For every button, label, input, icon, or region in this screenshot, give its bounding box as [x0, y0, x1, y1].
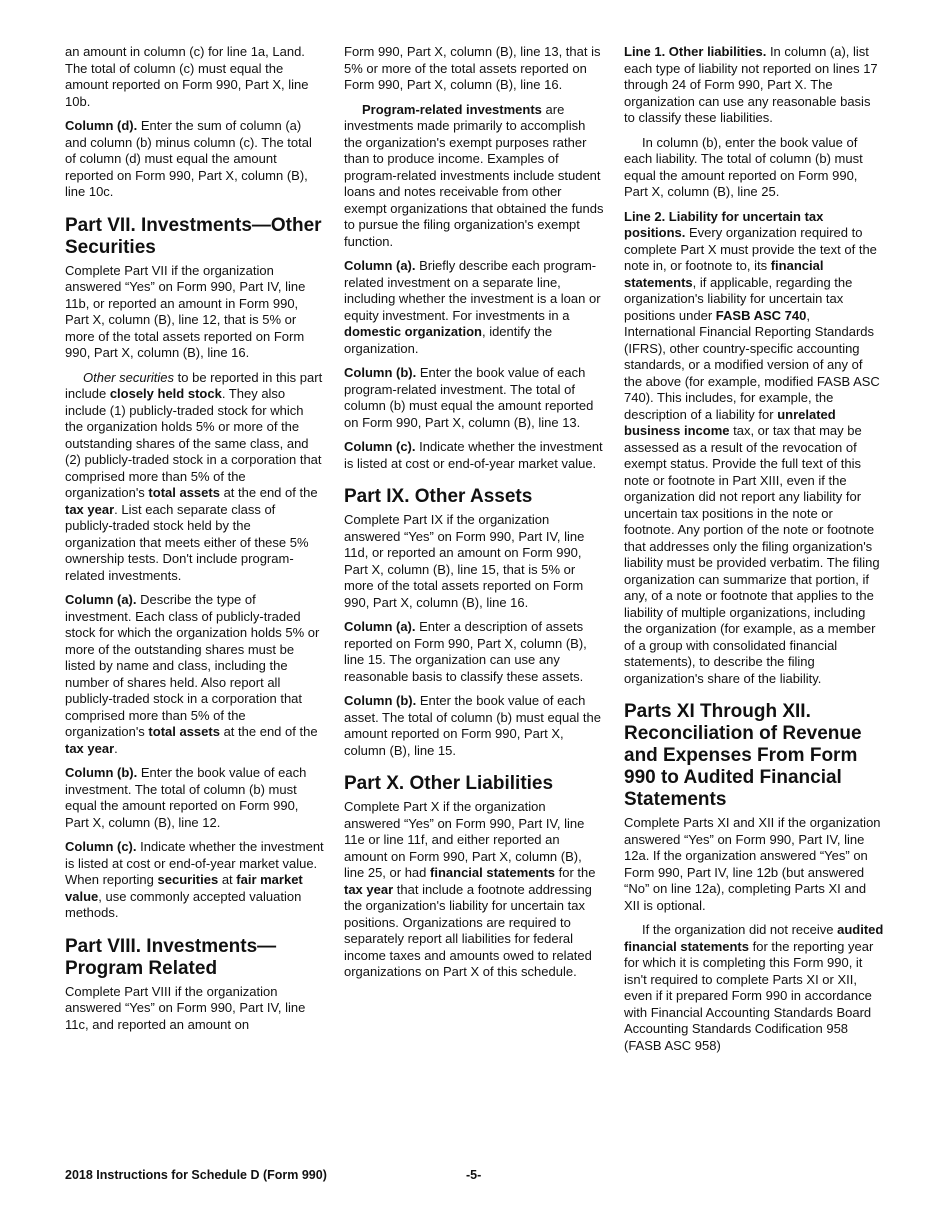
paragraph — [65, 370, 325, 585]
bold-term: Line 2. Liability for uncertain tax positions. — [624, 208, 824, 240]
text-run: to be reported in this part include — [65, 369, 323, 401]
text-run: , if applicable, regarding the organization's liability for uncertain tax positions under — [624, 274, 853, 323]
paragraph — [65, 765, 325, 831]
text-run: tax, or tax that may be assessed as a result of the revocation of exempt status. Provide the full text of this note or footnote in Part XIII, even if the organization did not report any liability for uncertain tax positions in the note or footnote. Any portion of the note or footnote that addresses only the filing organization's liability must be provided verbatim. The filing organization can summarize that portion, if any, of a note or footnote that applies to the liability of multiple organizations, including the organization (for example, as a member of a group with consolidated financial statements), to describe the filing organization's share of the liability. — [624, 423, 880, 686]
text-run: Complete Part VII if the organization answered “Yes” on Form 990, Part IV, line 11b, or reported an amount in Form 990, Part X, column (B), line 12, that is 5% or more of the total assets reported on Form 990, Part X, column (B), line 16. — [65, 262, 306, 360]
bold-term: financial statements — [430, 865, 556, 880]
paragraph — [344, 44, 604, 94]
text-column-2 — [344, 44, 604, 989]
text-run: that include a footnote addressing the organization's liability for uncertain tax positions. Organizations are required to separately report all liabilities for federal income taxes and amounts owed to related organizations on Part X of this schedule. — [344, 881, 592, 979]
paragraph — [65, 263, 325, 362]
footer-title: 2018 Instructions for Schedule D (Form 990) — [65, 1168, 327, 1182]
paragraph — [65, 984, 325, 1034]
text-run: Enter the sum of column (a) and column (b) minus column (c). The total of column (d) must equal the amount reported on Form 990, Part X, column (B), line 10c. — [65, 118, 312, 199]
text-run: Enter the book value of each investment. The total of column (b) must equal the amount reported on Form 990, Part X, column (B), line 12. — [65, 765, 307, 830]
text-run: Describe the type of investment. Each class of publicly-traded stock for which the organization holds 5% or more of the outstanding shares must be listed by name and class, including the number of shares held. Also report all publicly-traded stock in a corporation that comprised more than 5% of the organization's — [65, 592, 320, 739]
text-run: at the end of the — [219, 724, 318, 739]
paragraph — [344, 258, 604, 357]
text-run: Complete Part VIII if the organization answered “Yes” on Form 990, Part IV, line 11c, and reported an amount on — [65, 983, 306, 1032]
text-run: Indicate whether the investment is listed at cost or end-of-year market value. When reporting — [65, 839, 324, 887]
text-run: If the organization did not receive — [642, 922, 838, 937]
text-run: Complete Part IX if the organization answered “Yes” on Form 990, Part IV, line 11d, or reported an amount on Form 990, Part X, column (B), line 15, that is 5% or more of the total assets reported on Form 990, Part X, column (B), line 16. — [344, 512, 585, 610]
bold-term: FASB ASC 740 — [715, 307, 807, 323]
text-run: Enter a description of assets reported on Form 990, Part X, column (B), line 15. The organization can use any reasonable basis to classify these assets. — [344, 619, 587, 684]
bold-term: tax year — [65, 501, 115, 517]
text-run: Every organization required to complete Part X must provide the text of the note in, or footnote to, its — [624, 225, 877, 273]
bold-term: tax year — [65, 740, 115, 756]
text-run: Complete Part X if the organization answered “Yes” on Form 990, Part IV, line 11e or line 11f, and either reported an amount on Form 990, Part X, column (B), line 25, or had — [344, 799, 585, 880]
bold-term: total assets — [148, 724, 220, 739]
bold-term: unrelated business income — [624, 406, 836, 438]
paragraph — [344, 512, 604, 611]
bold-term: Column (a). — [344, 619, 416, 634]
section-heading: Part X. Other Liabilities — [344, 773, 554, 794]
section-heading: Part VII. Investments—Other Securities — [65, 214, 322, 258]
text-run: Briefly describe each program-related investment on a separate line, including whether the investment is a loan or equity investment. For investments in a — [344, 258, 601, 323]
text-run: . List each separate class of publicly-traded stock held by the organization that meets either of these 5% ownership tests. Don't include program-related investments. — [65, 501, 309, 583]
paragraph — [344, 102, 604, 251]
bold-term: Column (a). — [65, 592, 137, 607]
paragraph — [65, 118, 325, 201]
italic-term: Other securities — [83, 369, 175, 385]
text-column-3 — [624, 44, 884, 1062]
text-run: Form 990, Part X, column (B), line 13, that is 5% or more of the total assets reported on Form 990, Part X, column (B), line 16. — [344, 44, 601, 92]
paragraph — [65, 44, 325, 110]
text-run: . They also include (1) publicly-traded stock for which the organization holds 5% or more of the outstanding shares of the same class, and (2) publicly-traded stock in a corporation that comprised more than 5% of the organization's — [65, 386, 322, 500]
bold-term: securities — [157, 872, 219, 887]
bold-term: Column (c). — [344, 439, 416, 454]
bold-term: Program-related investments — [362, 101, 542, 117]
bold-term: domestic organization — [344, 324, 482, 339]
text-run: Enter the book value of each asset. The total of column (b) must equal the amount reported on Form 990, Part X, column (B), line 15. — [344, 693, 602, 758]
text-run: Complete Parts XI and XII if the organization answered “Yes” on Form 990, Part IV, line 12a. If the organization answered “Yes” on Form 990, Part IV, line 12b (but answered “No” on line 12a), completing Parts XI and XII is optional. — [624, 815, 881, 913]
paragraph — [344, 439, 604, 472]
text-run: for the reporting year for which it is completing this Form 990, it isn't required to complete Parts XI or XII, even if it prepared Form 990 in accordance with Financial Accounting Standards Board Accounting Standards Codification 958 (FASB ASC 958) — [624, 938, 874, 1053]
section-heading: Part IX. Other Assets — [344, 486, 533, 507]
bold-term: audited financial statements — [624, 922, 884, 954]
paragraph — [344, 693, 604, 759]
text-run: In column (a), list each type of liability not reported on lines 17 through 24 of Form 990, Part X. The organization can use any reasonable basis to classify these liabilities. — [624, 44, 878, 125]
paragraph — [65, 839, 325, 922]
paragraph — [624, 44, 884, 127]
bold-term: Line 1. Other liabilities. — [624, 44, 767, 59]
paragraph — [624, 815, 884, 914]
paragraph — [344, 619, 604, 685]
bold-term: Column (a). — [344, 258, 416, 273]
text-run: In column (b), enter the book value of each liability. The total of column (b) must equal the amount reported on Form 990, Part X, column (B), line 25. — [624, 134, 863, 199]
section-heading: Parts XI Through XII. Reconciliation of Revenue and Expenses From Form 990 to Audited Financial Statements — [624, 701, 862, 810]
bold-term: Column (b). — [65, 765, 138, 780]
bold-term: fair market value — [65, 872, 303, 904]
bold-term: total assets — [148, 485, 220, 500]
bold-term: Column (d). — [65, 118, 138, 133]
text-run: . — [114, 740, 118, 756]
text-column-1 — [65, 44, 325, 1041]
text-run: are investments made primarily to accomplish the organization's exempt purposes rather than to produce income. Examples of program-related investments include student loans and notes receivable from other exempt organizations that obtained the funds to pursue the filing organization's exempt function. — [344, 101, 604, 249]
bold-term: tax year — [344, 881, 394, 897]
paragraph — [344, 799, 604, 981]
bold-term: Column (c). — [65, 839, 137, 854]
text-run: at — [218, 872, 237, 887]
page-number: -5- — [466, 1168, 482, 1182]
paragraph — [65, 592, 325, 757]
paragraph — [624, 209, 884, 688]
text-run: Indicate whether the investment is listed at cost or end-of-year market value. — [344, 439, 603, 471]
bold-term: Column (b). — [344, 693, 417, 708]
text-run: Enter the book value of each program-related investment. The total of column (b) must equal the amount reported on Form 990, Part X, column (B), line 13. — [344, 365, 594, 430]
text-run: an amount in column (c) for line 1a, Land. The total of column (c) must equal the amount reported on Form 990, Part X, line 10b. — [65, 44, 309, 109]
bold-term: financial statements — [624, 258, 824, 290]
text-run: for the — [555, 865, 596, 880]
text-run: , identify the organization. — [344, 324, 553, 356]
section-heading: Part VIII. Investments—Program Related — [65, 935, 277, 979]
text-run: at the end of the — [219, 485, 318, 500]
paragraph — [624, 135, 884, 201]
bold-term: Column (b). — [344, 365, 417, 380]
bold-term: closely held stock — [109, 386, 222, 401]
paragraph — [624, 922, 884, 1054]
paragraph — [344, 365, 604, 431]
text-run: , International Financial Reporting Standards (IFRS), other country-specific accounting standards, or a modified version of any of the above (for example, modified FASB ASC 740). This includes, for example, the description of a liability for — [624, 307, 880, 422]
text-run: , use commonly accepted valuation methods. — [65, 888, 302, 920]
